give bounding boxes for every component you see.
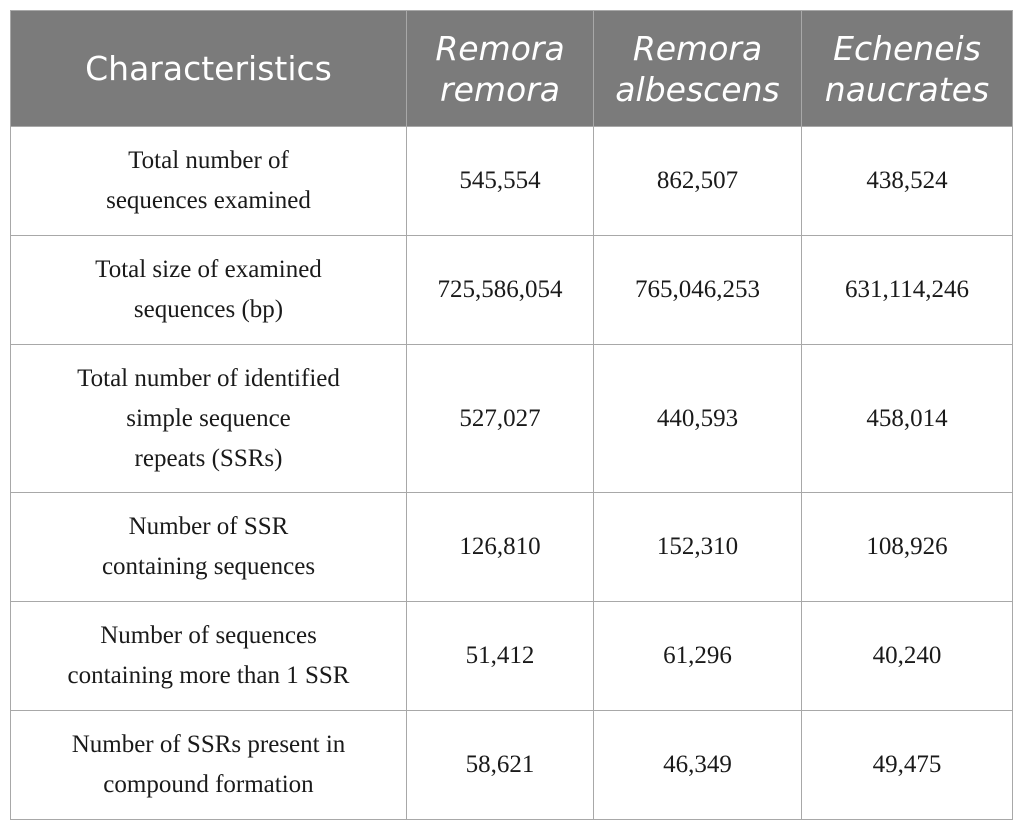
value-echeneis-naucrates: 631,114,246 xyxy=(802,236,1013,345)
value-remora-albescens: 862,507 xyxy=(594,127,802,236)
row-label xyxy=(11,602,407,711)
row-label-line: Number of SSR xyxy=(128,513,289,540)
row-label xyxy=(11,345,407,493)
species-epithet: remora xyxy=(440,69,560,109)
value-remora-albescens: 61,296 xyxy=(594,602,802,711)
row-label-line: containing sequences xyxy=(101,553,316,580)
species-genus: Remora xyxy=(435,28,565,68)
row-label-line: simple sequence xyxy=(126,404,291,432)
row-label-line: repeats (SSRs) xyxy=(134,444,283,472)
species-epithet: naucrates xyxy=(824,69,990,109)
value-remora-remora: 51,412 xyxy=(407,602,594,711)
row-label xyxy=(11,711,407,820)
header-characteristics: Characteristics xyxy=(11,11,407,127)
species-epithet: albescens xyxy=(615,69,780,109)
value-remora-albescens: 440,593 xyxy=(594,345,802,493)
row-label xyxy=(11,127,407,236)
table-row xyxy=(11,602,1013,711)
value-echeneis-naucrates: 438,524 xyxy=(802,127,1013,236)
value-remora-remora: 58,621 xyxy=(407,711,594,820)
species-genus: Echeneis xyxy=(833,28,981,68)
value-remora-remora: 527,027 xyxy=(407,345,594,493)
value-remora-remora: 725,586,054 xyxy=(407,236,594,345)
header-row xyxy=(11,11,1013,127)
row-label-line: sequences (bp) xyxy=(133,296,284,323)
table-row xyxy=(11,236,1013,345)
value-remora-albescens: 765,046,253 xyxy=(594,236,802,345)
value-echeneis-naucrates: 49,475 xyxy=(802,711,1013,820)
value-remora-remora: 545,554 xyxy=(407,127,594,236)
table-row xyxy=(11,711,1013,820)
header-remora-albescens xyxy=(594,11,802,127)
table-row xyxy=(11,345,1013,493)
row-label-line: Number of sequences xyxy=(100,622,317,649)
table-row xyxy=(11,493,1013,602)
header-echeneis-naucrates xyxy=(802,11,1013,127)
table-row xyxy=(11,127,1013,236)
row-label-line: Number of SSRs present in xyxy=(71,731,346,758)
row-label-line: Total number of xyxy=(128,147,289,174)
value-remora-albescens: 46,349 xyxy=(594,711,802,820)
value-remora-remora: 126,810 xyxy=(407,493,594,602)
row-label-line: containing more than 1 SSR xyxy=(67,662,350,689)
row-label-line: compound formation xyxy=(103,771,314,798)
row-label-line: Total size of examined xyxy=(95,256,322,283)
row-label-line: Total number of identified xyxy=(77,364,340,392)
row-label xyxy=(11,493,407,602)
value-echeneis-naucrates: 40,240 xyxy=(802,602,1013,711)
value-echeneis-naucrates: 108,926 xyxy=(802,493,1013,602)
row-label-line: sequences examined xyxy=(106,187,311,214)
value-echeneis-naucrates: 458,014 xyxy=(802,345,1013,493)
species-genus: Remora xyxy=(632,28,763,68)
row-label xyxy=(11,236,407,345)
header-remora-remora xyxy=(407,11,594,127)
ssr-characteristics-table xyxy=(10,10,1013,820)
value-remora-albescens: 152,310 xyxy=(594,493,802,602)
